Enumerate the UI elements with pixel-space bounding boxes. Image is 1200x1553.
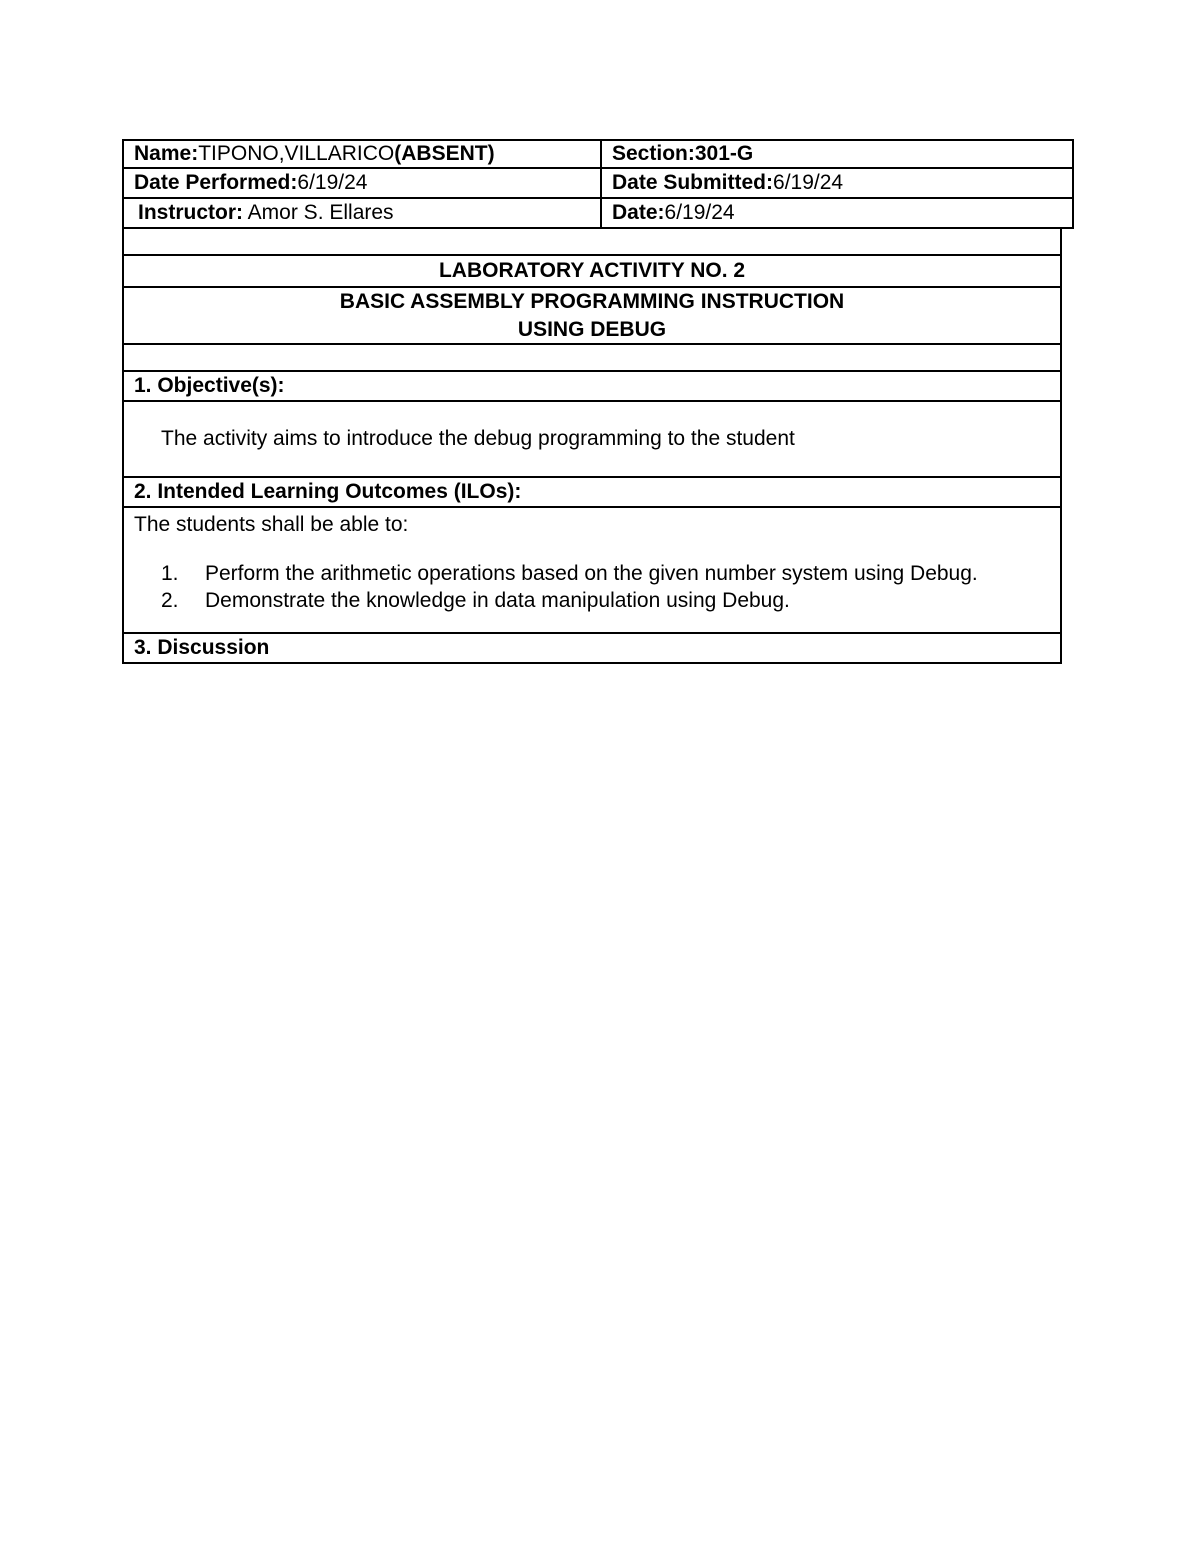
date-performed-value: 6/19/24 xyxy=(297,171,368,194)
date-cell xyxy=(602,199,1072,227)
activity-subtitle-line1: BASIC ASSEMBLY PROGRAMMING INSTRUCTION xyxy=(339,289,845,313)
date-value: 6/19/24 xyxy=(664,201,735,224)
date-submitted-value: 6/19/24 xyxy=(773,171,844,194)
objectives-heading-row xyxy=(122,372,1062,402)
date-submitted-label: Date Submitted: xyxy=(612,171,774,194)
objectives-heading: 1. Objective(s): xyxy=(134,374,285,397)
list-item-number: 1. xyxy=(161,562,179,585)
activity-subtitle-row xyxy=(122,288,1062,345)
name-cell xyxy=(124,141,602,167)
spacer-row xyxy=(122,229,1062,256)
section-label: Section:301-G xyxy=(612,142,754,165)
lab-activity-form xyxy=(122,139,1062,664)
header-row-instructor xyxy=(122,199,1074,229)
list-item-text: Perform the arithmetic operations based on the given number system using Debug. xyxy=(205,562,978,585)
section-cell xyxy=(602,141,1072,167)
list-item-text: Demonstrate the knowledge in data manipulation using Debug. xyxy=(205,589,790,612)
date-performed-label: Date Performed: xyxy=(134,171,298,194)
ilos-body xyxy=(122,508,1062,634)
name-label: Name: xyxy=(134,142,199,165)
header-row-name xyxy=(122,139,1074,169)
ilos-list xyxy=(134,560,1060,614)
ilos-intro: The students shall be able to: xyxy=(134,513,409,536)
date-performed-cell xyxy=(124,169,602,197)
objectives-body xyxy=(122,402,1062,478)
discussion-heading-row xyxy=(122,634,1062,664)
date-submitted-cell xyxy=(602,169,1072,197)
objectives-text: The activity aims to introduce the debug programming to the student xyxy=(161,427,795,450)
header-row-dates xyxy=(122,169,1074,199)
ilos-heading: 2. Intended Learning Outcomes (ILOs): xyxy=(134,480,522,503)
instructor-value: Amor S. Ellares xyxy=(243,201,394,224)
discussion-heading: 3. Discussion xyxy=(134,636,270,659)
ilos-heading-row xyxy=(122,478,1062,508)
date-label: Date: xyxy=(612,201,665,224)
activity-title: LABORATORY ACTIVITY NO. 2 xyxy=(438,259,746,282)
list-item xyxy=(134,587,1060,614)
name-value: TIPONO,VILLARICO xyxy=(198,142,395,165)
activity-title-row xyxy=(122,256,1062,288)
activity-subtitle-line2: USING DEBUG xyxy=(517,317,667,341)
name-status: (ABSENT) xyxy=(394,142,495,165)
instructor-label: Instructor: xyxy=(138,201,243,224)
list-item xyxy=(134,560,1060,587)
list-item-number: 2. xyxy=(161,589,179,612)
instructor-cell xyxy=(124,199,602,227)
spacer-row xyxy=(122,345,1062,372)
